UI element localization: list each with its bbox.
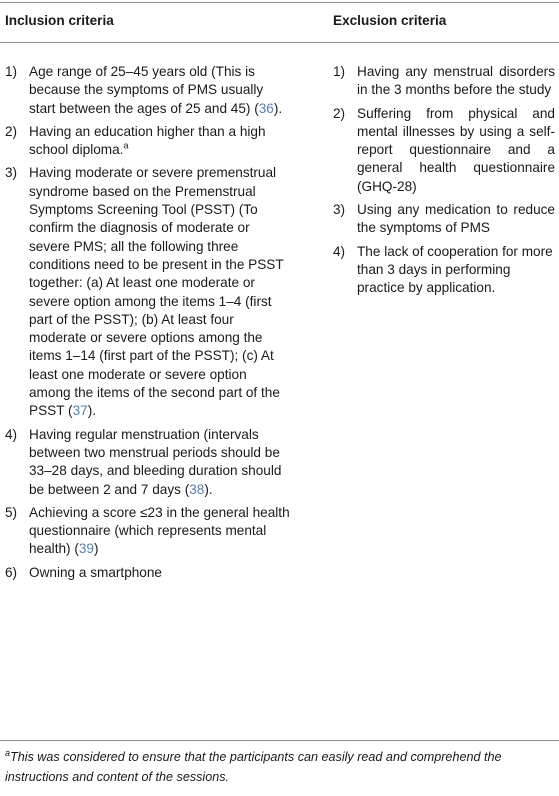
item-text-part: 23 in the general health questionnaire (which represents mental health) ( bbox=[29, 504, 290, 557]
item-text-part: ). bbox=[204, 481, 213, 497]
inclusion-item bbox=[5, 426, 290, 499]
item-number: 5) bbox=[5, 504, 18, 520]
item-number: 4) bbox=[5, 426, 18, 442]
table-top-rule bbox=[0, 2, 559, 3]
item-text bbox=[29, 63, 290, 118]
item-text: Using any medication to reduce the symptoms of PMS bbox=[357, 202, 555, 236]
item-number: 3) bbox=[333, 202, 346, 218]
item-text-part: Owning a smartphone bbox=[29, 564, 162, 580]
item-text-part: ). bbox=[273, 100, 283, 116]
exclusion-item bbox=[333, 201, 555, 238]
header-rule bbox=[0, 42, 559, 43]
footnote-marker: a bbox=[123, 140, 129, 151]
item-text-part: Having moderate or severe premenstrual syndrome based on the Premenstrual Symptoms Screening Tool (PSST) (To confirm the diagnosis of moderate or severe PMS; all the following three conditions need to be present in the PSST together: (a) At least one moderate or severe option among the items 1–4 (first part of the PSST); (b) At least four moderate or severe options among the items 1–14 (first part of the PSST); (c) At least one moderate or severe option among the items of the second part of the PSST ( bbox=[29, 165, 284, 419]
item-text bbox=[29, 123, 290, 160]
inclusion-item bbox=[5, 564, 290, 582]
less-equal-symbol: ≤ bbox=[140, 504, 148, 520]
item-number: 3) bbox=[5, 165, 18, 181]
item-text bbox=[29, 504, 290, 559]
footnote-marker: a bbox=[5, 747, 11, 758]
item-text-part: ). bbox=[87, 403, 96, 419]
reference-link[interactable]: 38 bbox=[189, 481, 205, 497]
reference-link[interactable]: 36 bbox=[258, 100, 274, 116]
inclusion-list bbox=[5, 63, 290, 587]
item-number: 1) bbox=[5, 64, 18, 79]
item-number: 2) bbox=[5, 123, 18, 139]
table-bottom-rule bbox=[0, 740, 559, 741]
exclusion-item bbox=[333, 63, 555, 100]
item-text-part: ) bbox=[94, 541, 99, 557]
item-text: Suffering from physical and mental illnesses by using a self-report questionnaire and a general health questionnaire (GHQ-28) bbox=[357, 105, 555, 194]
item-number: 6) bbox=[5, 564, 18, 580]
inclusion-item bbox=[5, 504, 290, 559]
footnote-text: This was considered to ensure that the participants can easily read and comprehend the instructions and content of the sessions. bbox=[5, 750, 502, 784]
item-number: 4) bbox=[333, 243, 346, 259]
exclusion-list bbox=[333, 63, 555, 303]
item-text-part: Age range of 25–45 years old (This is because the symptoms of PMS usually start between the ages of 25 and 45) ( bbox=[29, 64, 264, 116]
inclusion-item bbox=[5, 63, 290, 118]
inclusion-item bbox=[5, 164, 290, 420]
item-text-part: Achieving a score bbox=[29, 504, 141, 520]
item-number: 1) bbox=[333, 64, 346, 79]
item-text-part: Having an education higher than a high school diploma. bbox=[29, 123, 266, 158]
exclusion-item bbox=[333, 243, 555, 298]
header-inclusion: Inclusion criteria bbox=[5, 13, 114, 28]
item-text bbox=[29, 164, 290, 420]
item-text bbox=[29, 426, 290, 499]
table-footnote bbox=[5, 747, 557, 787]
exclusion-item bbox=[333, 105, 555, 196]
reference-link[interactable]: 37 bbox=[72, 403, 88, 419]
item-number: 2) bbox=[333, 105, 346, 121]
item-text: Having any menstrual disorders in the 3 months before the study bbox=[357, 64, 555, 98]
inclusion-item bbox=[5, 123, 290, 160]
reference-link[interactable]: 39 bbox=[78, 541, 94, 557]
item-text bbox=[29, 564, 290, 582]
header-exclusion: Exclusion criteria bbox=[333, 13, 447, 28]
item-text: The lack of cooperation for more than 3 days in performing practice by application. bbox=[357, 243, 553, 296]
item-text-part: Having regular menstruation (intervals between two menstrual periods should be 33–28 days, and bleeding duration should be between 2 and 7 days ( bbox=[29, 426, 282, 497]
